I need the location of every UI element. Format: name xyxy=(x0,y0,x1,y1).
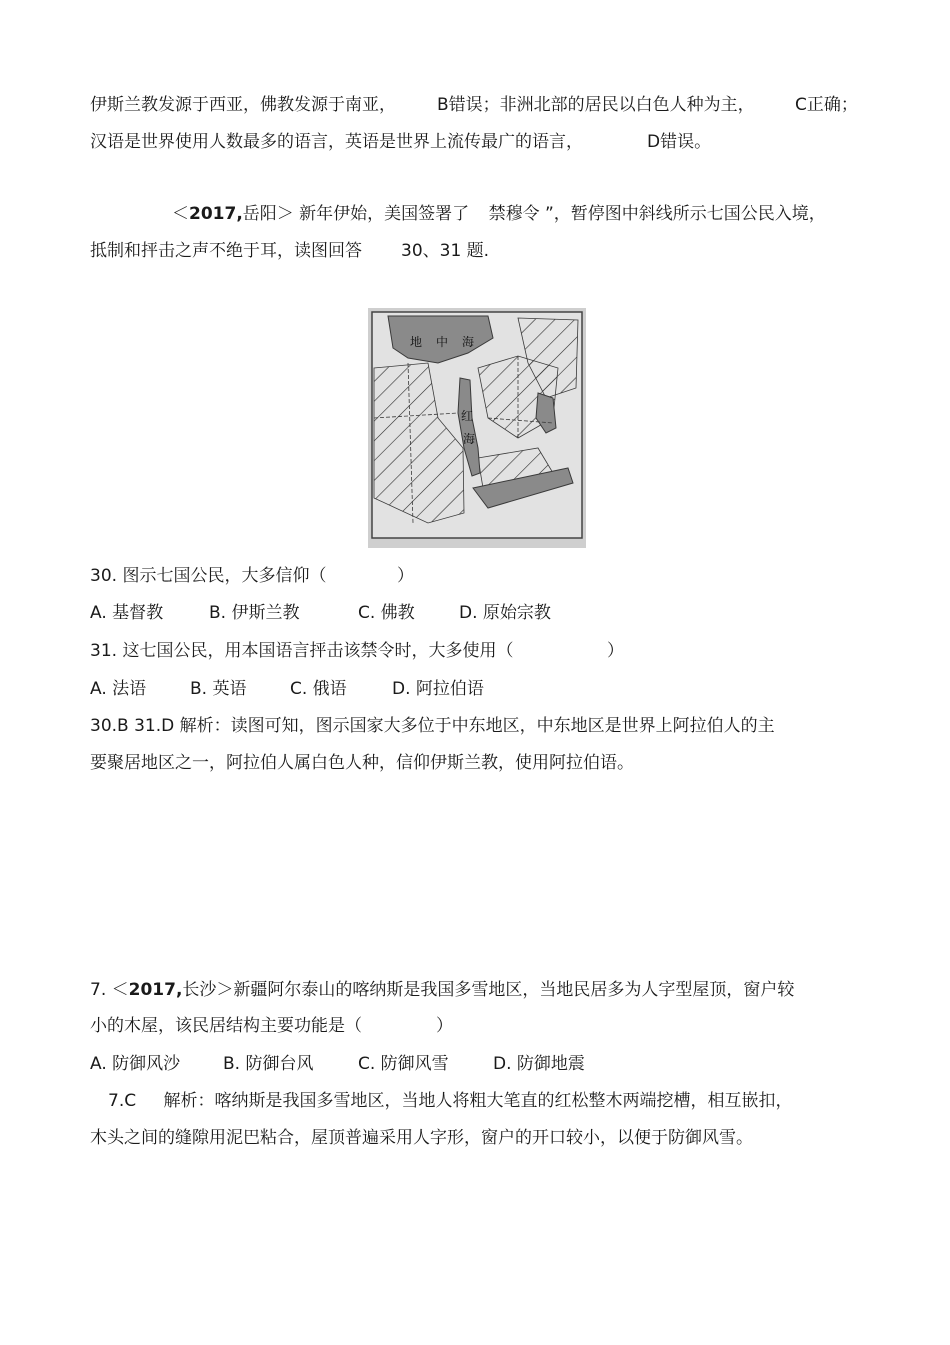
q7-stem-line-1 xyxy=(90,979,794,1001)
q31-stem xyxy=(90,640,624,662)
q30-intro-line-2 xyxy=(90,240,490,262)
q7-source-year: 2017, xyxy=(128,980,183,1000)
answer-7-line-1 xyxy=(108,1090,793,1112)
q7-stem-text: 长沙＞新疆阿尔泰山的喀纳斯是我国多雪地区，当地民居多为人字型屋顶，窗户较 xyxy=(182,980,795,1000)
prev-text-e: D错误。 xyxy=(647,132,712,152)
prev-answer-line-2 xyxy=(90,131,712,153)
prev-answer-line-1 xyxy=(90,94,858,116)
answer-7-line-2: 木头之间的缝隙用泥巴粘合，屋顶普遍采用人字形，窗户的开口较小，以便于防御风雪。 xyxy=(90,1128,753,1148)
q7-option-d: D. 防御地震 xyxy=(493,1054,585,1074)
q7-option-b: B. 防御台风 xyxy=(223,1054,314,1074)
intro-question-ref: 30、31 题. xyxy=(401,241,490,261)
label-red-sea-2: 海 xyxy=(463,432,476,446)
q30-stem xyxy=(90,565,414,587)
label-mediterranean-3: 海 xyxy=(462,335,475,349)
q30-option-c: C. 佛教 xyxy=(358,603,415,623)
prev-text-b: B错误；非洲北部的居民以白色人种为主， xyxy=(437,95,755,115)
q31-option-b: B. 英语 xyxy=(190,679,247,699)
q30-intro-line-1 xyxy=(172,203,826,225)
intro-quote: 禁穆令 ”，暂停图中斜线所示七国公民入境， xyxy=(488,204,826,224)
q31-close: ） xyxy=(607,641,624,661)
bracket-open: ＜ xyxy=(172,204,189,224)
label-mediterranean-2: 中 xyxy=(436,335,449,349)
label-mediterranean-1: 地 xyxy=(410,335,423,349)
q31-option-d: D. 阿拉伯语 xyxy=(392,679,484,699)
answer-7-key: 7.C xyxy=(108,1091,137,1111)
q31-option-a: A. 法语 xyxy=(90,679,147,699)
q7-close: ） xyxy=(436,1016,453,1036)
q7-stem-line-2 xyxy=(90,1015,453,1037)
answer-30-31-line-2: 要聚居地区之一，阿拉伯人属白色人种，信仰伊斯兰教，使用阿拉伯语。 xyxy=(90,753,634,773)
q30-option-a: A. 基督教 xyxy=(90,603,164,623)
prev-text-c: C正确； xyxy=(795,95,858,115)
q30-option-b: B. 伊斯兰教 xyxy=(209,603,300,623)
q7-stem-text-2: 小的木屋，该民居结构主要功能是（ xyxy=(90,1016,362,1036)
q7-option-c: C. 防御风雪 xyxy=(358,1054,449,1074)
intro-text-2: 抵制和抨击之声不绝于耳，读图回答 xyxy=(90,241,362,261)
q30-close: ） xyxy=(397,566,414,586)
q7-number: 7. ＜ xyxy=(90,980,129,1000)
prev-text-d: 汉语是世界使用人数最多的语言，英语是世界上流传最广的语言， xyxy=(90,132,583,152)
q31-option-c: C. 俄语 xyxy=(290,679,347,699)
prev-text-a: 伊斯兰教发源于西亚，佛教发源于南亚， xyxy=(90,95,396,115)
answer-7-text: 解析：喀纳斯是我国多雪地区，当地人将粗大笔直的红松整木两端挖槽，相互嵌扣， xyxy=(163,1091,793,1111)
q30-option-d: D. 原始宗教 xyxy=(459,603,551,623)
intro-text: 岳阳＞ 新年伊始，美国签署了 xyxy=(242,204,470,224)
q30-stem-text: 30. 图示七国公民，大多信仰（ xyxy=(90,566,327,586)
label-red-sea-1: 红 xyxy=(461,409,474,423)
q7-option-a: A. 防御风沙 xyxy=(90,1054,181,1074)
answer-30-31-line-1: 30.B 31.D 解析：读图可知，图示国家大多位于中东地区，中东地区是世界上阿拉伯人的主 xyxy=(90,716,775,736)
source-year: 2017, xyxy=(189,204,243,224)
middle-east-map xyxy=(368,308,586,548)
q31-stem-text: 31. 这七国公民，用本国语言抨击该禁令时，大多使用（ xyxy=(90,641,514,661)
